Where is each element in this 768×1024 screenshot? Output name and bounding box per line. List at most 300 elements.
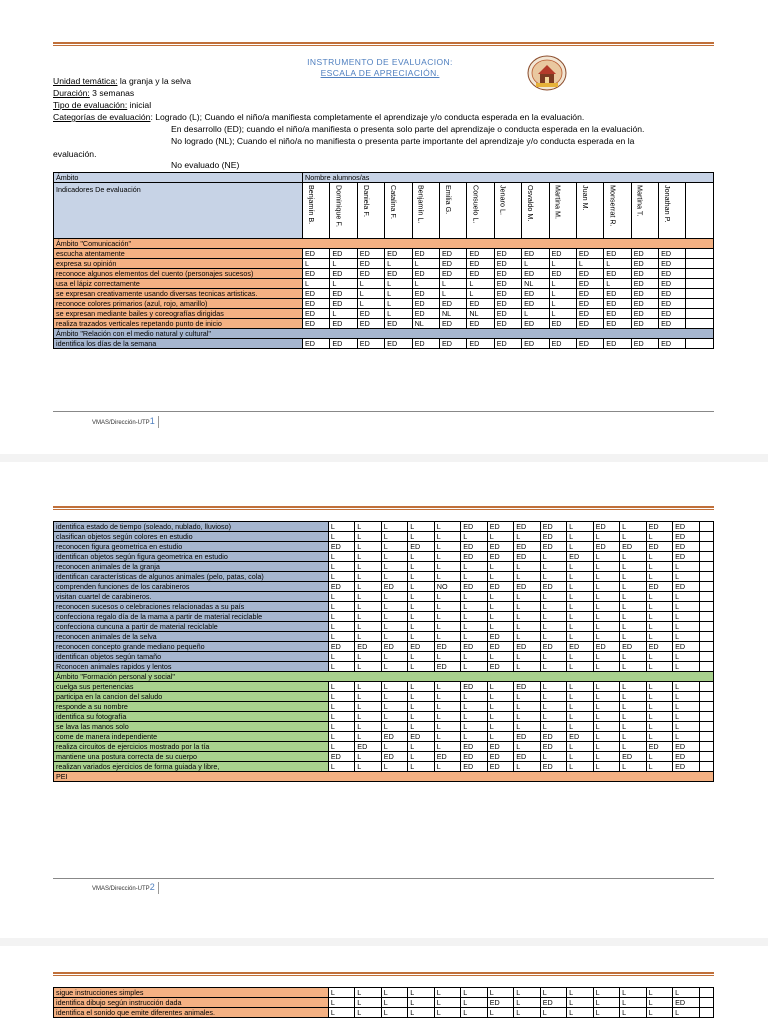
score-cell: L	[673, 1008, 699, 1018]
tipo-line: Tipo de evaluación: inicial	[53, 100, 152, 110]
score-cell: L	[381, 632, 407, 642]
score-cell: L	[549, 259, 576, 269]
evaluation-table-p3	[53, 987, 714, 1018]
score-cell: ED	[461, 542, 487, 552]
blank-cell	[699, 572, 713, 582]
score-cell: L	[593, 592, 619, 602]
score-cell: ED	[659, 339, 686, 349]
score-cell: L	[487, 652, 513, 662]
score-cell: L	[646, 632, 672, 642]
score-cell: ED	[328, 752, 354, 762]
page-2-bottom-line	[53, 878, 714, 879]
blank-cell	[699, 692, 713, 702]
student-name-0	[303, 183, 330, 239]
table-row	[54, 998, 714, 1008]
score-cell: L	[567, 692, 593, 702]
student-name-10	[576, 183, 603, 239]
score-cell: L	[461, 572, 487, 582]
score-cell: L	[646, 562, 672, 572]
blank-cell	[699, 602, 713, 612]
table-row	[54, 652, 714, 662]
score-cell: L	[540, 562, 566, 572]
score-cell: L	[540, 702, 566, 712]
table-row	[54, 642, 714, 652]
score-cell: L	[540, 712, 566, 722]
score-cell: L	[355, 988, 381, 998]
student-name-label: Dominique F.	[334, 185, 344, 227]
blank-cell	[699, 552, 713, 562]
student-name-label: Jenaro L.	[498, 185, 508, 215]
score-cell: ED	[514, 682, 540, 692]
score-cell: L	[381, 682, 407, 692]
score-cell: L	[439, 289, 466, 299]
score-cell: ED	[593, 642, 619, 652]
score-cell: L	[487, 692, 513, 702]
indicator-label: cuelga sus pertenencias	[54, 682, 329, 692]
score-cell: ED	[385, 249, 412, 259]
score-cell: L	[461, 732, 487, 742]
score-cell: L	[593, 632, 619, 642]
table-row	[54, 682, 714, 692]
score-cell: L	[646, 752, 672, 762]
indicator-label: identifican objetos según figura geometrica en estudio	[54, 552, 329, 562]
score-cell: ED	[620, 752, 646, 762]
score-cell: ED	[381, 732, 407, 742]
score-cell: L	[514, 652, 540, 662]
score-cell: L	[673, 692, 699, 702]
score-cell: L	[434, 732, 460, 742]
score-cell: L	[593, 762, 619, 772]
score-cell: L	[620, 1008, 646, 1018]
score-cell: L	[303, 279, 330, 289]
score-cell: ED	[461, 642, 487, 652]
score-cell: L	[357, 279, 384, 289]
indicator-label: reconocen concepto grande mediano pequeño	[54, 642, 329, 652]
score-cell: ED	[381, 752, 407, 762]
score-cell: ED	[620, 642, 646, 652]
table-row	[54, 632, 714, 642]
score-cell: L	[646, 552, 672, 562]
score-cell: L	[514, 722, 540, 732]
score-cell: L	[328, 592, 354, 602]
score-cell: L	[620, 762, 646, 772]
score-cell: ED	[434, 642, 460, 652]
score-cell: L	[461, 532, 487, 542]
score-cell: L	[646, 988, 672, 998]
table-row	[54, 752, 714, 762]
table-row	[54, 692, 714, 702]
score-cell: L	[487, 988, 513, 998]
score-cell: ED	[514, 552, 540, 562]
score-cell: L	[439, 279, 466, 289]
student-name-label: Martina T.	[635, 185, 645, 217]
score-cell: L	[408, 702, 434, 712]
score-cell: ED	[461, 742, 487, 752]
score-cell: ED	[412, 269, 439, 279]
score-cell: L	[381, 702, 407, 712]
student-name-5	[439, 183, 466, 239]
blank-cell	[699, 582, 713, 592]
score-cell: ED	[328, 642, 354, 652]
score-cell: NL	[467, 309, 494, 319]
indicator-label: visitan cuartel de carabineros.	[54, 592, 329, 602]
section-title: Ámbito "Comunicación"	[54, 239, 714, 249]
score-cell: L	[408, 522, 434, 532]
table-row	[54, 722, 714, 732]
section-pei	[54, 772, 714, 782]
score-cell: ED	[439, 339, 466, 349]
score-cell: L	[381, 692, 407, 702]
score-cell: ED	[522, 249, 549, 259]
score-cell: L	[549, 279, 576, 289]
blank-cell	[686, 183, 714, 239]
score-cell: ED	[522, 319, 549, 329]
indicator-label: se lava las manos solo	[54, 722, 329, 732]
score-cell: ED	[604, 269, 631, 279]
score-cell: L	[461, 592, 487, 602]
score-cell: ED	[540, 522, 566, 532]
score-cell: L	[514, 692, 540, 702]
score-cell: L	[434, 742, 460, 752]
footer-1: VMAS/Dirección-UTP1	[92, 416, 159, 428]
indicator-label: usa el lápiz correctamente	[54, 279, 303, 289]
score-cell: ED	[439, 249, 466, 259]
score-cell: L	[567, 762, 593, 772]
score-cell: ED	[646, 522, 672, 532]
score-cell: ED	[487, 752, 513, 762]
score-cell: L	[514, 998, 540, 1008]
score-cell: L	[567, 702, 593, 712]
table-row	[54, 988, 714, 998]
score-cell: ED	[659, 309, 686, 319]
score-cell: L	[593, 612, 619, 622]
blank-cell	[699, 988, 713, 998]
score-cell: L	[461, 612, 487, 622]
score-cell: L	[567, 602, 593, 612]
score-cell: L	[355, 752, 381, 762]
page-3	[0, 946, 768, 1024]
score-cell: L	[593, 732, 619, 742]
score-cell: L	[567, 652, 593, 662]
score-cell: ED	[659, 259, 686, 269]
score-cell: ED	[487, 662, 513, 672]
indicadores-header: Indicadores De evaluación	[54, 183, 303, 239]
score-cell: L	[620, 998, 646, 1008]
score-cell: L	[461, 632, 487, 642]
score-cell: L	[355, 732, 381, 742]
score-cell: ED	[467, 269, 494, 279]
student-name-label: Emilia G.	[443, 185, 453, 215]
score-cell: L	[355, 692, 381, 702]
score-cell: ED	[487, 552, 513, 562]
score-cell: L	[355, 652, 381, 662]
table-row	[54, 622, 714, 632]
score-cell: ED	[494, 289, 521, 299]
score-cell: L	[620, 552, 646, 562]
indicator-label: reconoce algunos elementos del cuento (personajes sucesos)	[54, 269, 303, 279]
score-cell: L	[487, 532, 513, 542]
score-cell: ED	[646, 742, 672, 752]
score-cell: L	[593, 722, 619, 732]
score-cell: L	[593, 742, 619, 752]
score-cell: ED	[328, 542, 354, 552]
score-cell: L	[620, 622, 646, 632]
score-cell: L	[540, 662, 566, 672]
score-cell: L	[385, 299, 412, 309]
score-cell: L	[381, 622, 407, 632]
blank-cell	[699, 532, 713, 542]
score-cell: L	[604, 259, 631, 269]
blank-cell	[699, 1008, 713, 1018]
score-cell: L	[381, 742, 407, 752]
score-cell: ED	[357, 259, 384, 269]
score-cell: L	[355, 662, 381, 672]
score-cell: L	[461, 692, 487, 702]
score-cell: ED	[385, 339, 412, 349]
score-cell: ED	[567, 552, 593, 562]
score-cell: ED	[461, 552, 487, 562]
blank-cell	[699, 652, 713, 662]
score-cell: L	[461, 712, 487, 722]
unidad-line: Unidad temática: la granja y la selva	[53, 76, 192, 86]
score-cell: L	[673, 622, 699, 632]
blank-cell	[699, 642, 713, 652]
score-cell: L	[487, 682, 513, 692]
score-cell: ED	[576, 279, 603, 289]
score-cell: ED	[357, 309, 384, 319]
score-cell: ED	[604, 299, 631, 309]
score-cell: L	[593, 662, 619, 672]
score-cell: L	[567, 662, 593, 672]
score-cell: NL	[412, 319, 439, 329]
score-cell: L	[567, 592, 593, 602]
score-cell: L	[673, 988, 699, 998]
table-row	[54, 299, 714, 309]
indicator-label: identifica dibujo según instrucción dada	[54, 998, 329, 1008]
score-cell: ED	[673, 582, 699, 592]
score-cell: ED	[540, 582, 566, 592]
score-cell: ED	[412, 309, 439, 319]
score-cell: ED	[673, 542, 699, 552]
score-cell: ED	[631, 249, 658, 259]
score-cell: L	[408, 532, 434, 542]
score-cell: ED	[540, 532, 566, 542]
score-cell: L	[540, 682, 566, 692]
score-cell: L	[408, 1008, 434, 1018]
indicator-label: identifican características de algunos animales (pelo, patas, cola)	[54, 572, 329, 582]
score-cell: L	[355, 1008, 381, 1018]
score-cell: L	[408, 622, 434, 632]
blank-cell	[686, 339, 714, 349]
score-cell: L	[434, 532, 460, 542]
score-cell: L	[514, 742, 540, 752]
score-cell: ED	[330, 319, 357, 329]
score-cell: ED	[487, 522, 513, 532]
score-cell: L	[487, 732, 513, 742]
score-cell: ED	[412, 339, 439, 349]
indicator-label: identifica estado de tiempo (soleado, nublado, lluvioso)	[54, 522, 329, 532]
score-cell: L	[514, 712, 540, 722]
score-cell: L	[328, 682, 354, 692]
score-cell: ED	[385, 269, 412, 279]
score-cell: ED	[646, 582, 672, 592]
score-cell: ED	[604, 309, 631, 319]
score-cell: L	[355, 532, 381, 542]
score-cell: ED	[673, 752, 699, 762]
score-cell: L	[522, 259, 549, 269]
score-cell: L	[408, 572, 434, 582]
indicator-label: confecciona cuncuna a partir de material reciclable	[54, 622, 329, 632]
score-cell: ED	[330, 299, 357, 309]
score-cell: L	[328, 998, 354, 1008]
score-cell: L	[330, 309, 357, 319]
score-cell: L	[381, 602, 407, 612]
score-cell: L	[328, 1008, 354, 1018]
score-cell: ED	[540, 732, 566, 742]
score-cell: L	[328, 662, 354, 672]
table-row	[54, 592, 714, 602]
score-cell: L	[328, 692, 354, 702]
score-cell: L	[328, 602, 354, 612]
score-cell: L	[328, 632, 354, 642]
score-cell: ED	[461, 752, 487, 762]
score-cell: ED	[461, 682, 487, 692]
score-cell: ED	[604, 339, 631, 349]
score-cell: L	[620, 742, 646, 752]
score-cell: L	[381, 988, 407, 998]
score-cell: ED	[522, 299, 549, 309]
score-cell: L	[593, 682, 619, 692]
score-cell: ED	[576, 299, 603, 309]
blank-cell	[699, 592, 713, 602]
score-cell: L	[328, 552, 354, 562]
score-cell: L	[355, 722, 381, 732]
score-cell: L	[408, 712, 434, 722]
score-cell: L	[434, 722, 460, 732]
score-cell: L	[646, 612, 672, 622]
score-cell: ED	[631, 259, 658, 269]
score-cell: L	[673, 682, 699, 692]
score-cell: ED	[467, 339, 494, 349]
indicator-label: reconocen sucesos o celebraciones relacionadas a su país	[54, 602, 329, 612]
score-cell: L	[434, 1008, 460, 1018]
score-cell: L	[514, 622, 540, 632]
score-cell: L	[567, 682, 593, 692]
score-cell: ED	[467, 299, 494, 309]
score-cell: L	[408, 632, 434, 642]
indicator-label: expresa su opinión	[54, 259, 303, 269]
student-name-7	[494, 183, 521, 239]
table-row	[54, 762, 714, 772]
score-cell: ED	[408, 542, 434, 552]
score-cell: L	[567, 612, 593, 622]
score-cell: NO	[434, 582, 460, 592]
score-cell: L	[412, 259, 439, 269]
score-cell: ED	[673, 762, 699, 772]
score-cell: L	[620, 662, 646, 672]
score-cell: ED	[412, 289, 439, 299]
score-cell: L	[487, 622, 513, 632]
score-cell: L	[434, 542, 460, 552]
score-cell: L	[620, 712, 646, 722]
score-cell: L	[434, 692, 460, 702]
score-cell: L	[514, 632, 540, 642]
score-cell: L	[328, 572, 354, 582]
score-cell: L	[381, 722, 407, 732]
score-cell: ED	[494, 339, 521, 349]
score-cell: ED	[487, 582, 513, 592]
score-cell: L	[540, 1008, 566, 1018]
score-cell: L	[330, 279, 357, 289]
student-name-6	[467, 183, 494, 239]
score-cell: L	[328, 562, 354, 572]
score-cell: ED	[576, 289, 603, 299]
blank-cell	[699, 662, 713, 672]
blank-cell	[699, 742, 713, 752]
score-cell: L	[514, 662, 540, 672]
score-cell: L	[514, 762, 540, 772]
score-cell: ED	[540, 642, 566, 652]
page-1-bottom-line	[53, 411, 714, 412]
section-relacion	[54, 329, 714, 339]
score-cell: ED	[646, 642, 672, 652]
score-cell: L	[646, 662, 672, 672]
score-cell: ED	[549, 249, 576, 259]
indicator-label: identifican objetos según tamaño	[54, 652, 329, 662]
score-cell: L	[567, 712, 593, 722]
score-cell: L	[567, 988, 593, 998]
table-row	[54, 562, 714, 572]
score-cell: ED	[412, 299, 439, 309]
blank-cell	[686, 319, 714, 329]
score-cell: L	[514, 1008, 540, 1018]
score-cell: ED	[659, 299, 686, 309]
score-cell: L	[567, 562, 593, 572]
score-cell: ED	[540, 762, 566, 772]
score-cell: L	[673, 632, 699, 642]
blank-cell	[699, 542, 713, 552]
score-cell: ED	[514, 752, 540, 762]
score-cell: L	[514, 592, 540, 602]
indicator-label: sigue instrucciones simples	[54, 988, 329, 998]
categoria-nl: No logrado (NL); Cuando el niño/a no manifiesta o presenta parte importante del aprendizaje y/o conducta esperada en la	[171, 136, 635, 146]
student-name-8	[522, 183, 549, 239]
top-rule	[53, 972, 714, 976]
score-cell: L	[303, 259, 330, 269]
blank-cell	[699, 752, 713, 762]
score-cell: L	[604, 279, 631, 289]
score-cell: L	[620, 722, 646, 732]
score-cell: L	[434, 632, 460, 642]
score-cell: ED	[576, 319, 603, 329]
table-row	[54, 582, 714, 592]
score-cell: ED	[494, 259, 521, 269]
score-cell: L	[620, 532, 646, 542]
blank-cell	[686, 279, 714, 289]
score-cell: L	[593, 988, 619, 998]
score-cell: L	[567, 542, 593, 552]
score-cell: L	[593, 652, 619, 662]
score-cell: L	[567, 532, 593, 542]
score-cell: ED	[330, 249, 357, 259]
score-cell: ED	[659, 279, 686, 289]
score-cell: L	[385, 309, 412, 319]
score-cell: ED	[514, 542, 540, 552]
score-cell: ED	[549, 319, 576, 329]
score-cell: ED	[467, 319, 494, 329]
score-cell: ED	[408, 642, 434, 652]
score-cell: L	[385, 259, 412, 269]
